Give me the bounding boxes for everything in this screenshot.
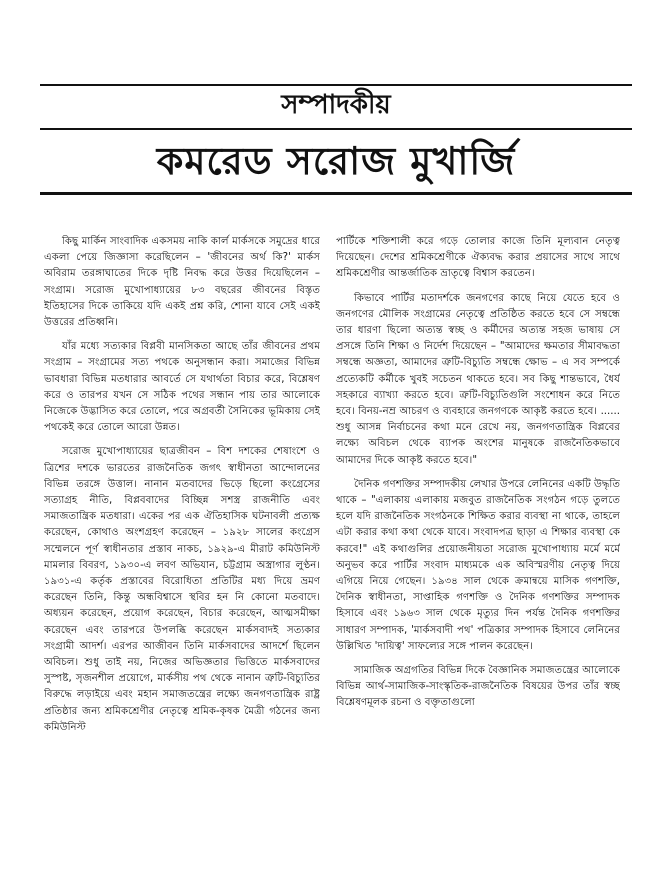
right-paragraph-2: কিভাবে পার্টির মতাদর্শকে জনগণের কাছে নিয়ে যেতে হবে ও জনগণের মৌলিক সংগ্রামের নেতৃত্বে প্রতিষ্ঠিত করতে হবে সে সম্বন্ধে তার ধারণা ছিলো অত্যন্ত স্বচ্ছ ও কর্মীদের অত্যন্ত সহজ ভাষায় সে প্রসঙ্গে তিনি শিক্ষা ও নির্দেশ দিয়েছেন – "আমাদের ক্ষমতার সীমাবদ্ধতা সম্বন্ধে অজ্ঞতা, আমাদের ত্রুটি-বিচ্যুতি সম্বন্ধে ক্ষোভ – এ সব সম্পর্কে প্রত্যেকটি কর্মীকে খুবই সচেতন থাকতে হবে। সব কিছু শান্তভাবে, ধৈর্য সহকারে ব্যাখ্যা করতে হবে। ত্রুটি-বিচ্যুতিগুলি সংশোধন করে নিতে হবে। বিনয়-নম্র আচরণ ও ব্যবহারে জনগণকে আকৃষ্ট করতে হবে। ...... শুধু আসন্ন নির্বাচনের কথা মনে রেখে নয়, জনগণতান্ত্রিক বিপ্লবের লক্ষ্যে অবিচল থেকে ব্যাপক অংশের মানুষকে রাজনৈতিকভাবে আমাদের দিকে আকৃষ্ট করতে হবে।" xyxy=(336,292,620,466)
left-paragraph-3: সরোজ মুখোপাধ্যায়ের ছাত্রজীবন – বিশ দশকের শেষাংশে ও ত্রিশের দশকে ভারতের রাজনৈতিক জগৎ স্বাধীনতা আন্দোলনের বিভিন্ন তরঙ্গে উত্তাল। নানান মতবাদের ভিড়ে ছিলো কংগ্রেসের সত্যাগ্রহ নীতি, বিপ্লববাদের বিচ্ছিন্ন সশস্ত্র রাজনীতি এবং সমাজতান্ত্রিক মতধারা। একের পর এক ঐতিহাসিক ঘটনাবলী প্রত্যক্ষ করেছেন, কোথাও অংশগ্রহণ করেছেন – ১৯২৮ সালের কংগ্রেস সম্মেলনে পূর্ণ স্বাধীনতার প্রস্তাব নাকচ, ১৯২৯-এ মীরাট কমিউনিস্ট মামলার বিবরণ, ১৯৩০-এ লবণ অভিযান, চট্টগ্রাম অস্ত্রাগার লুণ্ঠন। ১৯৩১-এ কর্তৃক প্রস্তাবের বিরোধিতা প্রতিটির মধ্য দিয়ে ভ্রমণ করেছেন তিনি, কিন্তু অন্ধবিশ্বাসে স্থবির হন নি কোনো মতবাদে। অধ্যয়ন করেছেন, প্রয়োগ করেছেন, বিচার করেছেন, আত্মসমীক্ষা করেছেন এবং তারপরে উপলব্ধি করেছেন মার্কসবাদই সত্যকার সংগ্রামী আদর্শ। এরপর আজীবন তিনি মার্কসবাদের আদর্শে ছিলেন অবিচল। শুধু তাই নয়, নিজের অভিজ্ঞতার ভিত্তিতে মার্কসবাদের সুস্পষ্ট, সৃজনশীল প্রয়োগে, মার্কসীয় পথ থেকে নানান ত্রুটি-বিচ্যুতির বিরুদ্ধে লড়াইয়ে এবং মহান সমাজতন্ত্রের লক্ষ্যে জনগণতান্ত্রিক রাষ্ট্র প্রতিষ্ঠার জন্য শ্রমিকশ্রেণীর নেতৃত্বে শ্রমিক-কৃষক মৈত্রী গঠনের জন্য কমিউনিস্ট xyxy=(44,446,320,733)
top-rule xyxy=(40,84,632,86)
right-paragraph-3: দৈনিক গণশক্তির সম্পাদকীয় লেখার উপরে লেনিনের একটি উদ্ধৃতি থাকে – "এলাকায় এলাকায় মজবুত রাজনৈতিক সংগঠন গড়ে তুলতে হলে যদি রাজনৈতিক সংগঠনকে শিক্ষিত করার ব্যবস্থা না থাকে, তাহলে এটা করার কথা কথা থেকে যাবে। সংবাদপত্র ছাড়া এ শিক্ষার ব্যবস্থা কে করবে!" এই কথাগুলির প্রয়োজনীয়তা সরোজ মুখোপাধ্যায় মর্মে মর্মে অনুভব করে পার্টির সংবাদ মাধ্যমকে এক অবিস্মরণীয় নেতৃত্ব দিয়ে এগিয়ে নিয়ে গেছেন। ১৯৩৪ সাল থেকে ক্রমান্বয়ে মাসিক গণশক্তি, দৈনিক স্বাধীনতা, সাপ্তাহিক গণশক্তি ও দৈনিক গণশক্তির সম্পাদক হিসাবে এবং ১৯৬৩ সাল থেকে মৃত্যুর দিন পর্যন্ত দৈনিক গণশক্তির সাধারণ সম্পাদক, 'মার্কসবাদী পথ' পত্রিকার সম্পাদক হিসাবে লেনিনের উল্লিখিত 'দায়িত্ব' সাফল্যের সঙ্গে পালন করেছেন। xyxy=(336,478,620,652)
right-paragraph-4: সামাজিক অগ্রগতির বিভিন্ন দিকে বৈজ্ঞানিক সমাজতন্ত্রের আলোকে বিভিন্ন আর্থ-সামাজিক-সাংস্কৃতিক-রাজনৈতিক বিষয়ের উপর তাঁর স্বচ্ছ বিশ্লেষণমূলক রচনা ও বক্তৃতাগুলো xyxy=(336,665,620,709)
bottom-rule xyxy=(40,192,632,195)
right-paragraph-1: পার্টিকে শক্তিশালী করে গড়ে তোলার কাজে তিনি মূল্যবান নেতৃত্ব দিয়েছেন। দেশের শ্রমিকশ্রেণীকে ঐক্যবদ্ধ করার প্রয়াসের সাথে সাথে শ্রমিকশ্রেণীর আন্তর্জাতিক ভ্রাতৃত্বে বিশ্বাস করতেন। xyxy=(336,236,620,280)
middle-rule xyxy=(40,128,632,130)
left-column xyxy=(44,234,320,874)
headline: কমরেড সরোজ মুখার্জি xyxy=(156,139,516,183)
left-paragraph-1: কিছু মার্কিন সাংবাদিক একসময় নাকি কার্ল মার্কসকে সমুদ্রের ধারে একলা পেয়ে জিজ্ঞাসা করেছিলেন – 'জীবনের অর্থ কি?' মার্কস অবিরাম তরঙ্গাঘাতের দিকে দৃষ্টি নিবদ্ধ করে উত্তর দিয়েছিলেন – সংগ্রাম। সরোজ মুখোপাধ্যায়ের ৮৩ বছরের জীবনের বিস্তৃত ইতিহাসের দিকে তাকিয়ে যদি একই প্রশ্ন করি, শোনা যাবে সেই একই উত্তরের প্রতিধ্বনি। xyxy=(44,236,320,329)
right-column xyxy=(336,234,620,874)
section-label: সম্পাদকীয় xyxy=(281,90,391,120)
left-paragraph-2: যাঁর মধ্যে সত্যকার বিপ্লবী মানসিকতা আছে তাঁর জীবনের প্রথম সংগ্রাম – সংগ্রামের সত্য পথকে অনুসন্ধান করা। সমাজের বিভিন্ন ভাবধারা বিভিন্ন মতধারার আবর্তে সে যথার্থতা বিচার করে, বিশ্লেষণ করে ও তারপর যখন সে সঠিক পথের সন্ধান পায় তার আলোকে নিজেকে উদ্ভাসিত করে তোলে, পরে অগ্রবর্তী সৈনিকের ভূমিকায় সেই পথকেই করে তোলে আরো উন্নত। xyxy=(44,341,320,434)
